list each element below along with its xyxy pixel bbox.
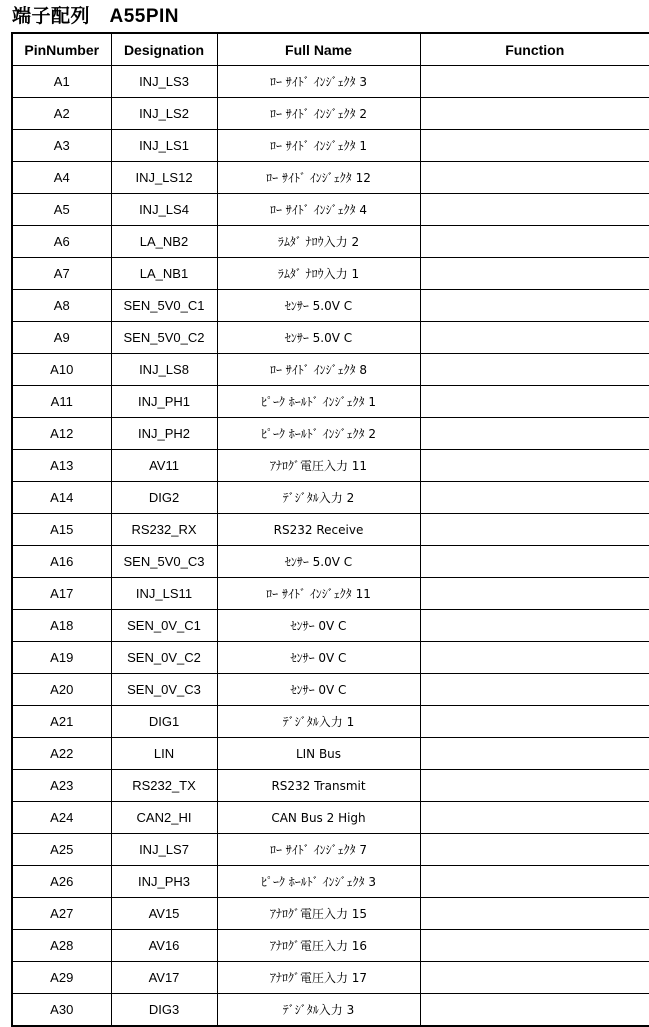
- function-cell: [420, 130, 649, 162]
- full-name-cell: RS232 Transmit: [217, 770, 420, 802]
- function-cell: [420, 674, 649, 706]
- header-full-name: Full Name: [217, 33, 420, 66]
- table-row: [12, 994, 649, 1027]
- designation-cell: RS232_RX: [111, 514, 217, 546]
- function-cell: [420, 482, 649, 514]
- function-cell: [420, 866, 649, 898]
- designation-cell: INJ_LS4: [111, 194, 217, 226]
- designation-cell: AV15: [111, 898, 217, 930]
- pin-number-cell: A27: [12, 898, 111, 930]
- pin-number-cell: A30: [12, 994, 111, 1027]
- designation-cell: RS232_TX: [111, 770, 217, 802]
- designation-cell: INJ_PH1: [111, 386, 217, 418]
- full-name-cell: ｾﾝｻｰ 0V C: [217, 642, 420, 674]
- full-name-cell: CAN Bus 2 High: [217, 802, 420, 834]
- header-pin-number: PinNumber: [12, 33, 111, 66]
- full-name-cell: ﾛｰ ｻｲﾄﾞ ｲﾝｼﾞｪｸﾀ 4: [217, 194, 420, 226]
- function-cell: [420, 386, 649, 418]
- designation-cell: SEN_5V0_C3: [111, 546, 217, 578]
- full-name-cell: ｾﾝｻｰ 0V C: [217, 674, 420, 706]
- table-row: [12, 130, 649, 162]
- table-row: [12, 450, 649, 482]
- full-name-cell: ｾﾝｻｰ 0V C: [217, 610, 420, 642]
- full-name-cell: ﾋﾟｰｸ ﾎｰﾙﾄﾞ ｲﾝｼﾞｪｸﾀ 2: [217, 418, 420, 450]
- pin-number-cell: A6: [12, 226, 111, 258]
- pin-number-cell: A10: [12, 354, 111, 386]
- designation-cell: DIG2: [111, 482, 217, 514]
- table-row: [12, 98, 649, 130]
- pin-number-cell: A29: [12, 962, 111, 994]
- pin-number-cell: A22: [12, 738, 111, 770]
- function-cell: [420, 962, 649, 994]
- designation-cell: SEN_5V0_C2: [111, 322, 217, 354]
- full-name-cell: ﾃﾞｼﾞﾀﾙ入力 3: [217, 994, 420, 1027]
- table-row: [12, 962, 649, 994]
- pin-number-cell: A20: [12, 674, 111, 706]
- pin-number-cell: A18: [12, 610, 111, 642]
- designation-cell: INJ_LS11: [111, 578, 217, 610]
- designation-cell: INJ_LS12: [111, 162, 217, 194]
- designation-cell: INJ_PH3: [111, 866, 217, 898]
- table-row: [12, 802, 649, 834]
- pin-number-cell: A19: [12, 642, 111, 674]
- function-cell: [420, 66, 649, 98]
- pin-table: [11, 32, 649, 1027]
- function-cell: [420, 450, 649, 482]
- table-row: [12, 322, 649, 354]
- table-row: [12, 546, 649, 578]
- designation-cell: INJ_LS2: [111, 98, 217, 130]
- pin-number-cell: A21: [12, 706, 111, 738]
- pin-number-cell: A1: [12, 66, 111, 98]
- full-name-cell: ﾛｰ ｻｲﾄﾞ ｲﾝｼﾞｪｸﾀ 8: [217, 354, 420, 386]
- function-cell: [420, 226, 649, 258]
- table-row: [12, 770, 649, 802]
- pin-number-cell: A28: [12, 930, 111, 962]
- function-cell: [420, 546, 649, 578]
- designation-cell: LIN: [111, 738, 217, 770]
- pin-number-cell: A25: [12, 834, 111, 866]
- function-cell: [420, 738, 649, 770]
- designation-cell: SEN_0V_C1: [111, 610, 217, 642]
- function-cell: [420, 162, 649, 194]
- pin-number-cell: A7: [12, 258, 111, 290]
- function-cell: [420, 290, 649, 322]
- full-name-cell: ﾛｰ ｻｲﾄﾞ ｲﾝｼﾞｪｸﾀ 3: [217, 66, 420, 98]
- designation-cell: SEN_0V_C3: [111, 674, 217, 706]
- function-cell: [420, 578, 649, 610]
- designation-cell: INJ_PH2: [111, 418, 217, 450]
- function-cell: [420, 802, 649, 834]
- full-name-cell: ﾛｰ ｻｲﾄﾞ ｲﾝｼﾞｪｸﾀ 11: [217, 578, 420, 610]
- pin-number-cell: A3: [12, 130, 111, 162]
- designation-cell: LA_NB1: [111, 258, 217, 290]
- pin-number-cell: A14: [12, 482, 111, 514]
- full-name-cell: ｾﾝｻｰ 5.0V C: [217, 322, 420, 354]
- table-row: [12, 930, 649, 962]
- table-row: [12, 162, 649, 194]
- header-designation: Designation: [111, 33, 217, 66]
- designation-cell: DIG3: [111, 994, 217, 1027]
- table-row: [12, 354, 649, 386]
- table-row: [12, 290, 649, 322]
- designation-cell: CAN2_HI: [111, 802, 217, 834]
- designation-cell: AV11: [111, 450, 217, 482]
- function-cell: [420, 98, 649, 130]
- designation-cell: AV16: [111, 930, 217, 962]
- table-row: [12, 706, 649, 738]
- table-row: [12, 674, 649, 706]
- full-name-cell: LIN Bus: [217, 738, 420, 770]
- full-name-cell: ｱﾅﾛｸﾞ電圧入力 17: [217, 962, 420, 994]
- full-name-cell: ｾﾝｻｰ 5.0V C: [217, 290, 420, 322]
- full-name-cell: ｱﾅﾛｸﾞ電圧入力 11: [217, 450, 420, 482]
- table-row: [12, 482, 649, 514]
- function-cell: [420, 258, 649, 290]
- function-cell: [420, 930, 649, 962]
- header-function: Function: [420, 33, 649, 66]
- designation-cell: INJ_LS3: [111, 66, 217, 98]
- full-name-cell: RS232 Receive: [217, 514, 420, 546]
- pin-number-cell: A12: [12, 418, 111, 450]
- full-name-cell: ﾃﾞｼﾞﾀﾙ入力 1: [217, 706, 420, 738]
- table-row: [12, 386, 649, 418]
- full-name-cell: ﾗﾑﾀﾞ ﾅﾛｳ入力 1: [217, 258, 420, 290]
- function-cell: [420, 706, 649, 738]
- full-name-cell: ﾋﾟｰｸ ﾎｰﾙﾄﾞ ｲﾝｼﾞｪｸﾀ 3: [217, 866, 420, 898]
- table-row: [12, 834, 649, 866]
- table-row: [12, 226, 649, 258]
- pin-number-cell: A4: [12, 162, 111, 194]
- pin-number-cell: A23: [12, 770, 111, 802]
- function-cell: [420, 418, 649, 450]
- function-cell: [420, 898, 649, 930]
- table-row: [12, 418, 649, 450]
- function-cell: [420, 354, 649, 386]
- table-row: [12, 258, 649, 290]
- function-cell: [420, 994, 649, 1027]
- full-name-cell: ﾃﾞｼﾞﾀﾙ入力 2: [217, 482, 420, 514]
- full-name-cell: ｱﾅﾛｸﾞ電圧入力 15: [217, 898, 420, 930]
- designation-cell: INJ_LS7: [111, 834, 217, 866]
- table-row: [12, 610, 649, 642]
- table-row: [12, 738, 649, 770]
- designation-cell: AV17: [111, 962, 217, 994]
- pin-number-cell: A8: [12, 290, 111, 322]
- function-cell: [420, 834, 649, 866]
- pin-number-cell: A5: [12, 194, 111, 226]
- table-row: [12, 514, 649, 546]
- full-name-cell: ﾋﾟｰｸ ﾎｰﾙﾄﾞ ｲﾝｼﾞｪｸﾀ 1: [217, 386, 420, 418]
- full-name-cell: ﾛｰ ｻｲﾄﾞ ｲﾝｼﾞｪｸﾀ 1: [217, 130, 420, 162]
- full-name-cell: ｾﾝｻｰ 5.0V C: [217, 546, 420, 578]
- designation-cell: SEN_0V_C2: [111, 642, 217, 674]
- function-cell: [420, 610, 649, 642]
- pin-number-cell: A11: [12, 386, 111, 418]
- pin-number-cell: A26: [12, 866, 111, 898]
- function-cell: [420, 322, 649, 354]
- designation-cell: INJ_LS8: [111, 354, 217, 386]
- function-cell: [420, 642, 649, 674]
- designation-cell: LA_NB2: [111, 226, 217, 258]
- function-cell: [420, 514, 649, 546]
- page-title: 端子配列 A55PIN: [12, 6, 180, 27]
- pin-number-cell: A2: [12, 98, 111, 130]
- pin-number-cell: A13: [12, 450, 111, 482]
- table-row: [12, 194, 649, 226]
- table-row: [12, 578, 649, 610]
- function-cell: [420, 194, 649, 226]
- table-row: [12, 866, 649, 898]
- full-name-cell: ﾛｰ ｻｲﾄﾞ ｲﾝｼﾞｪｸﾀ 2: [217, 98, 420, 130]
- full-name-cell: ﾛｰ ｻｲﾄﾞ ｲﾝｼﾞｪｸﾀ 7: [217, 834, 420, 866]
- pin-number-cell: A9: [12, 322, 111, 354]
- table-row: [12, 642, 649, 674]
- pin-rows: [12, 66, 649, 1027]
- pin-number-cell: A24: [12, 802, 111, 834]
- pin-number-cell: A15: [12, 514, 111, 546]
- table-row: [12, 898, 649, 930]
- full-name-cell: ﾗﾑﾀﾞ ﾅﾛｳ入力 2: [217, 226, 420, 258]
- full-name-cell: ﾛｰ ｻｲﾄﾞ ｲﾝｼﾞｪｸﾀ 12: [217, 162, 420, 194]
- full-name-cell: ｱﾅﾛｸﾞ電圧入力 16: [217, 930, 420, 962]
- header-row: [12, 33, 649, 66]
- designation-cell: DIG1: [111, 706, 217, 738]
- designation-cell: INJ_LS1: [111, 130, 217, 162]
- pin-number-cell: A17: [12, 578, 111, 610]
- designation-cell: SEN_5V0_C1: [111, 290, 217, 322]
- pin-number-cell: A16: [12, 546, 111, 578]
- table-row: [12, 66, 649, 98]
- function-cell: [420, 770, 649, 802]
